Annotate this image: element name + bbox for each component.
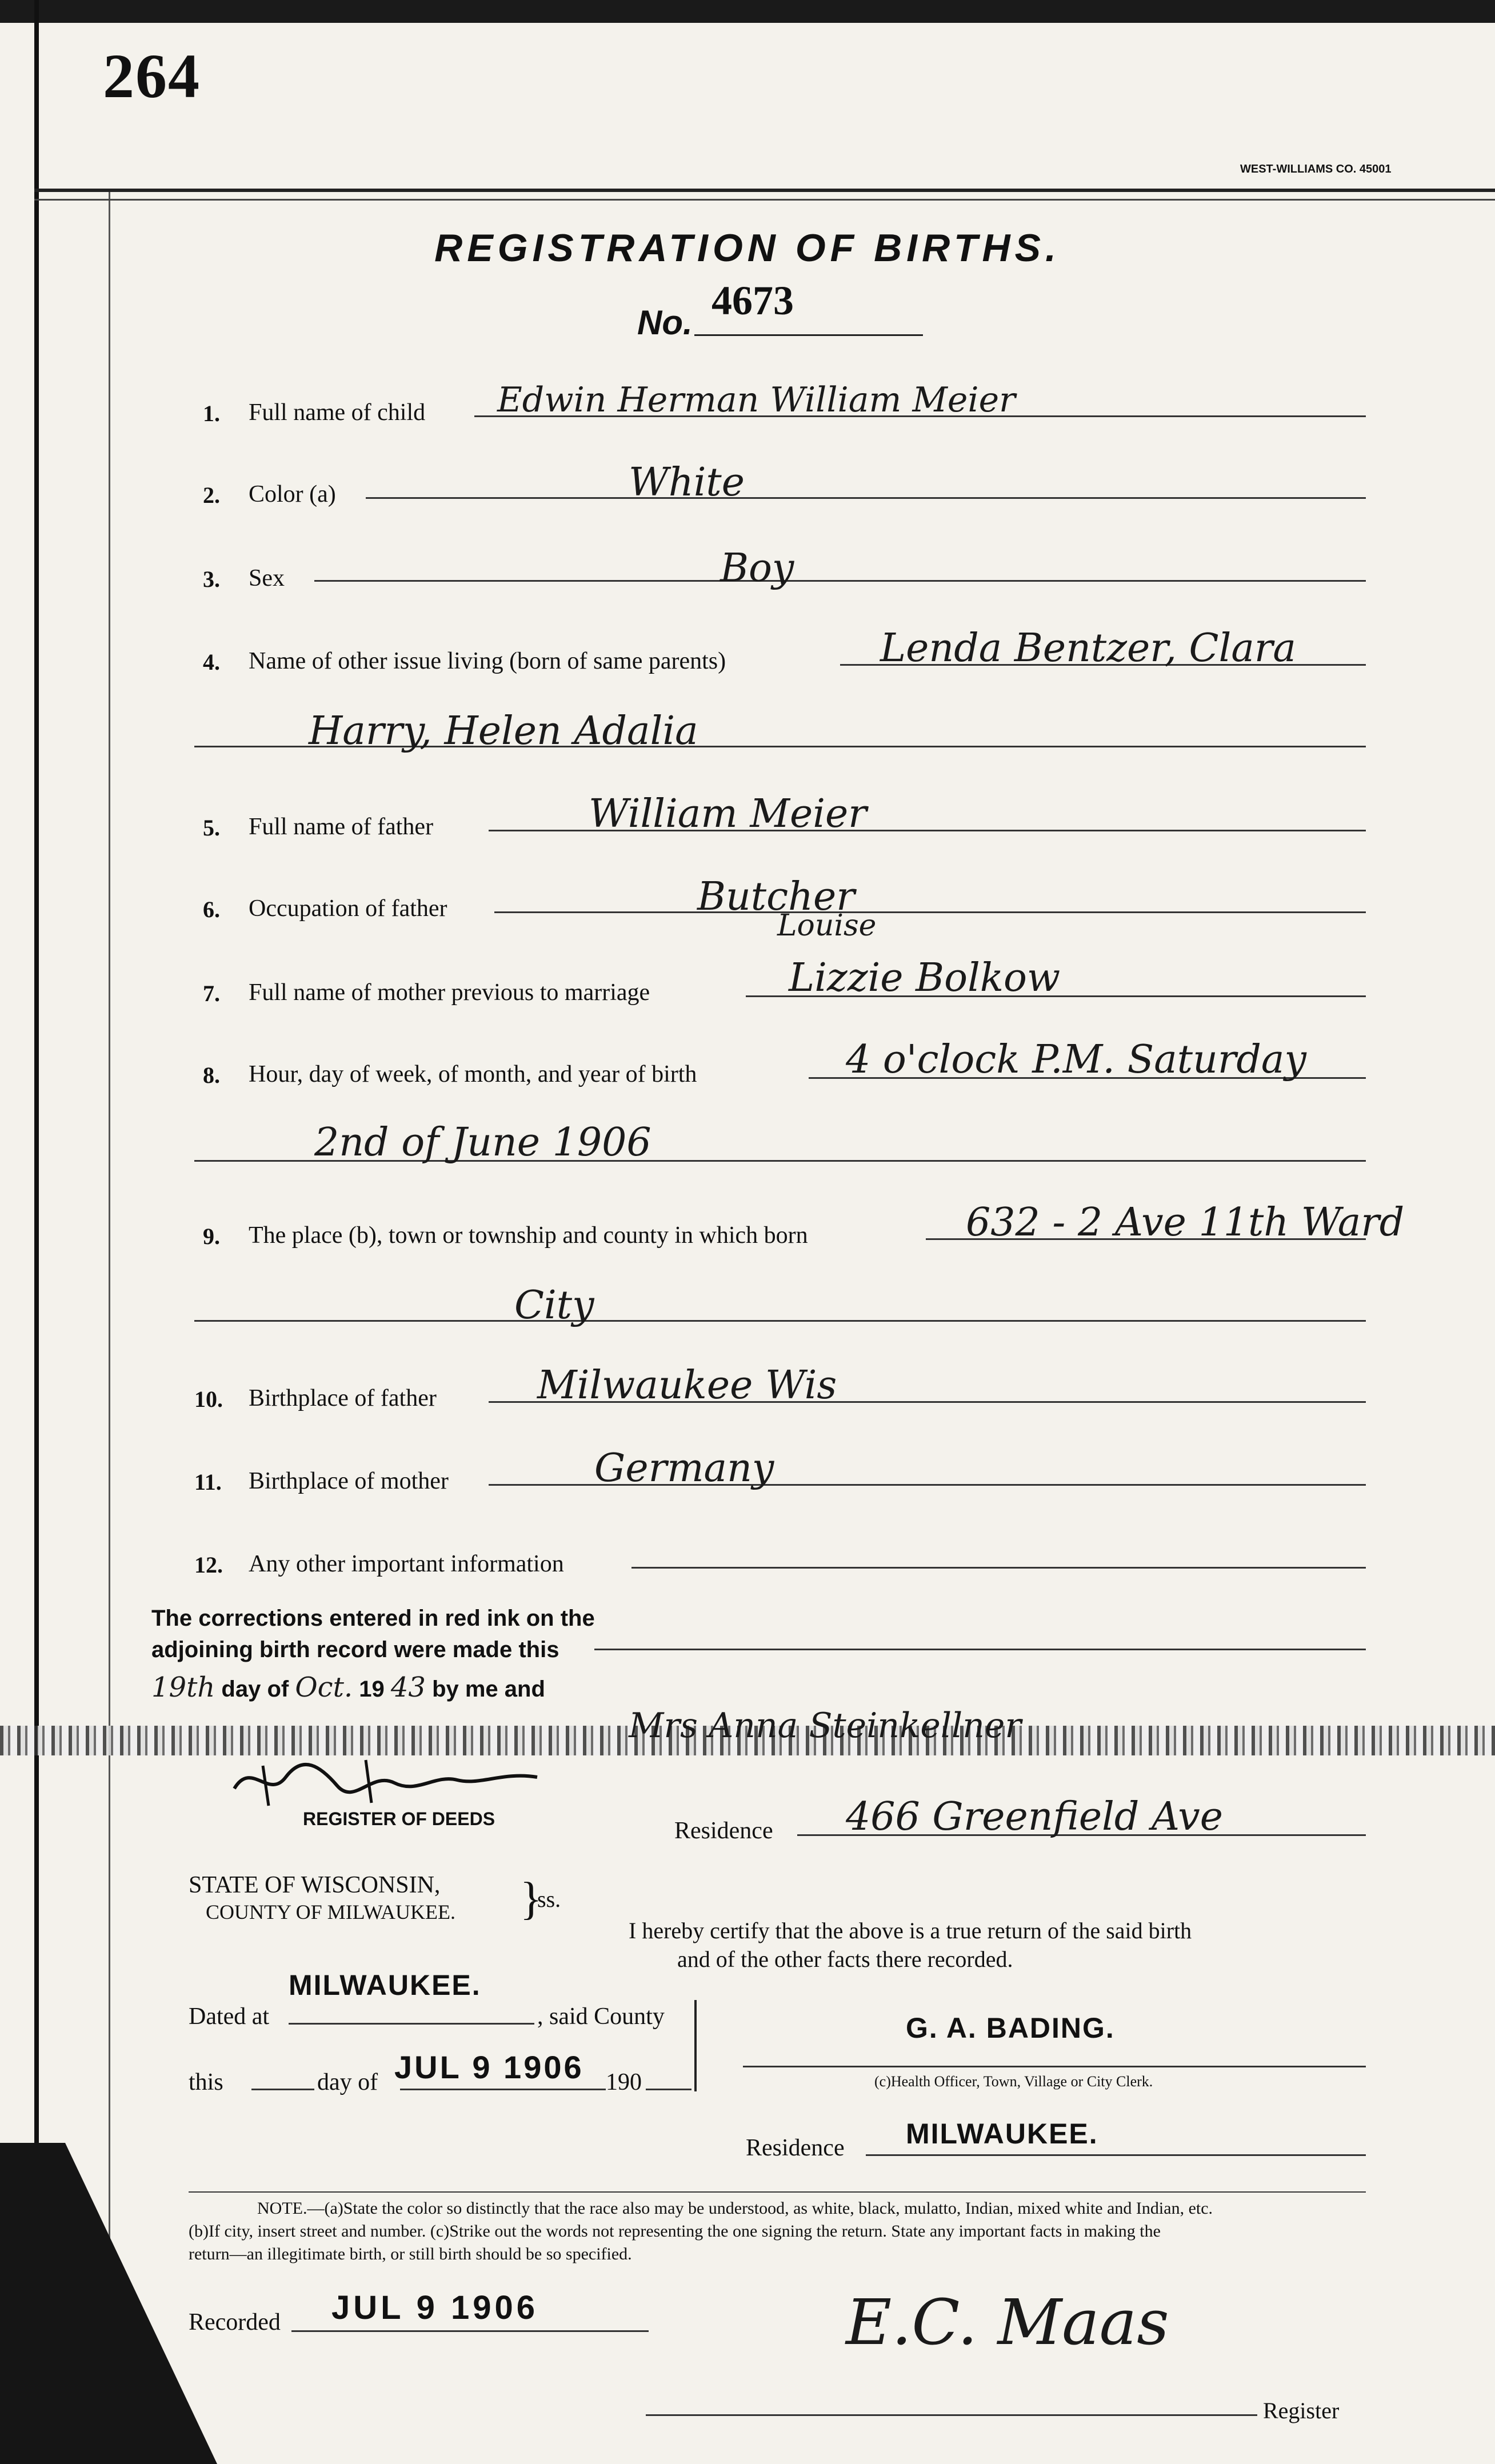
field-number: 11. [194,1469,222,1495]
record-no-line [694,334,923,336]
day-line [251,2089,314,2090]
dated-at-label: Dated at [189,2003,270,2030]
correction-stamp-line1: The corrections entered in red ink on the [151,1606,595,1631]
state-line: STATE OF WISCONSIN, [189,1872,441,1898]
field-number: 1. [203,401,220,426]
register-signature: E.C. Maas [846,2286,1169,2359]
scan-top-border [0,0,1495,23]
recorded-line [291,2330,649,2332]
correction-month: Oct. [295,1671,353,1703]
correction-stamp-line2: adjoining birth record were made this [151,1637,559,1662]
said-county-label: , said County [537,2003,665,2030]
recorded-date-stamp: JUL 9 1906 [331,2289,539,2326]
form-title: REGISTRATION OF BIRTHS. [434,226,1061,270]
father-name-value: William Meier [589,791,867,837]
printer-mark: WEST-WILLIAMS CO. 45001 [1240,163,1392,175]
register-line [646,2414,1257,2416]
dated-at-line [289,2023,534,2025]
residence2-line [866,2154,1366,2156]
note-line3: return—an illegitimate birth, or still birth should be so specified. [189,2245,632,2263]
correction-year: 43 [390,1671,426,1703]
bracket-line [694,2000,697,2091]
residence-label: Residence [674,1818,773,1844]
field-number: 7. [203,981,220,1006]
field-number: 8. [203,1062,220,1088]
field-number: 6. [203,897,220,922]
field-line [631,1567,1366,1569]
health-officer-stamp: G. A. BADING. [906,2012,1115,2044]
field-number: 10. [194,1386,223,1412]
certify-line2: and of the other facts there recorded. [677,1946,1013,1972]
margin-rule [109,189,110,2417]
field-label-father-name: Full name of father [249,814,434,840]
page-number: 264 [103,41,201,111]
field-number: 12. [194,1552,223,1578]
field-label-mother-name: Full name of mother previous to marriage [249,979,650,1006]
note-line1: NOTE.—(a)State the color so distinctly that the race also may be understood, as white, black, mulatto, Indian, mixed white and Indian, etc. [257,2199,1213,2218]
recorded-label: Recorded [189,2309,281,2335]
field-line [494,911,1366,913]
year-suffix: 190 [606,2069,642,2095]
health-officer-caption: (c)Health Officer, Town, Village or City Clerk. [874,2073,1153,2090]
other-issue-value: Lenda Bentzer, Clara [880,626,1296,671]
field-number: 5. [203,815,220,841]
mother-name-correction: Louise [777,909,877,943]
field-label-father-occupation: Occupation of father [249,895,447,922]
binding-edge [34,0,39,2464]
month-line [400,2089,606,2090]
field-number: 4. [203,649,220,675]
register-of-deeds-label: REGISTER OF DEEDS [303,1809,495,1829]
day-of-label: day of [317,2069,378,2095]
field-line [366,497,1366,499]
field-number: 3. [203,566,220,592]
informant-signature: Mrs Anna Steinkellner [629,1706,1022,1746]
county-line: COUNTY OF MILWAUKEE. [206,1901,455,1923]
residence2-value: MILWAUKEE. [906,2118,1098,2150]
mother-name-value: Lizzie Bolkow [789,955,1061,1001]
record-no-label: No. [637,303,693,342]
field-label-other-info: Any other important information [249,1551,564,1577]
father-birthplace-value: Milwaukee Wis [537,1363,837,1408]
birth-place-value-cont: City [514,1283,594,1328]
correction-by-me: by me and [432,1677,545,1702]
mother-birthplace-value: Germany [594,1446,774,1491]
correction-day-of: day of [221,1677,289,1702]
field-label-birth-place: The place (b), town or township and county in which born [249,1222,808,1249]
certify-line1: I hereby certify that the above is a true return of the said birth [629,1918,1192,1943]
field-label-other-issue: Name of other issue living (born of same parents) [249,648,726,674]
birth-time-value: 4 o'clock P.M. Saturday [846,1037,1306,1082]
health-officer-line [743,2066,1366,2067]
note-line2: (b)If city, insert street and number. (c)Strike out the words not representing the one signing the return. State any important facts in making the [189,2222,1161,2241]
field-label-mother-birthplace: Birthplace of mother [249,1468,449,1494]
header-rule [34,189,1495,192]
register-of-deeds-signature [229,1749,549,1811]
correction-year-prefix: 19 [359,1677,385,1702]
header-rule-thin [34,199,1495,201]
field-number: 9. [203,1223,220,1249]
field-line [594,1649,1366,1650]
dated-at-stamp: MILWAUKEE. [289,1969,481,2001]
field-number: 2. [203,482,220,508]
father-occupation-value: Butcher [697,874,855,919]
other-issue-value-cont: Harry, Helen Adalia [309,709,698,754]
brace-icon: } [520,1874,542,1924]
this-label: this [189,2069,223,2095]
field-line [194,1320,1366,1322]
field-label-father-birthplace: Birthplace of father [249,1385,437,1411]
residence2-label: Residence [746,2135,845,2161]
field-label-sex: Sex [249,565,285,591]
register-label: Register [1263,2398,1340,2423]
note-rule [189,2191,1366,2193]
residence-value: 466 Greenfield Ave [846,1794,1224,1839]
child-name-value: Edwin Herman William Meier [497,380,1016,420]
year-line [646,2089,691,2090]
correction-day: 19th [151,1671,215,1703]
record-number: 4673 [711,278,794,323]
correction-stamp-line3 [151,1671,545,1703]
birth-date-value: 2nd of June 1906 [314,1120,651,1165]
sex-value: Boy [720,546,794,591]
ss-label: ss. [537,1886,561,1912]
dated-stamp: JUL 9 1906 [394,2049,584,2085]
birth-place-value: 632 - 2 Ave 11th Ward [966,1200,1405,1245]
field-line [314,580,1366,582]
field-label-color: Color (a) [249,481,336,507]
color-value: White [629,460,745,505]
field-label-birth-time: Hour, day of week, of month, and year of birth [249,1061,697,1087]
field-label-child-name: Full name of child [249,399,426,426]
